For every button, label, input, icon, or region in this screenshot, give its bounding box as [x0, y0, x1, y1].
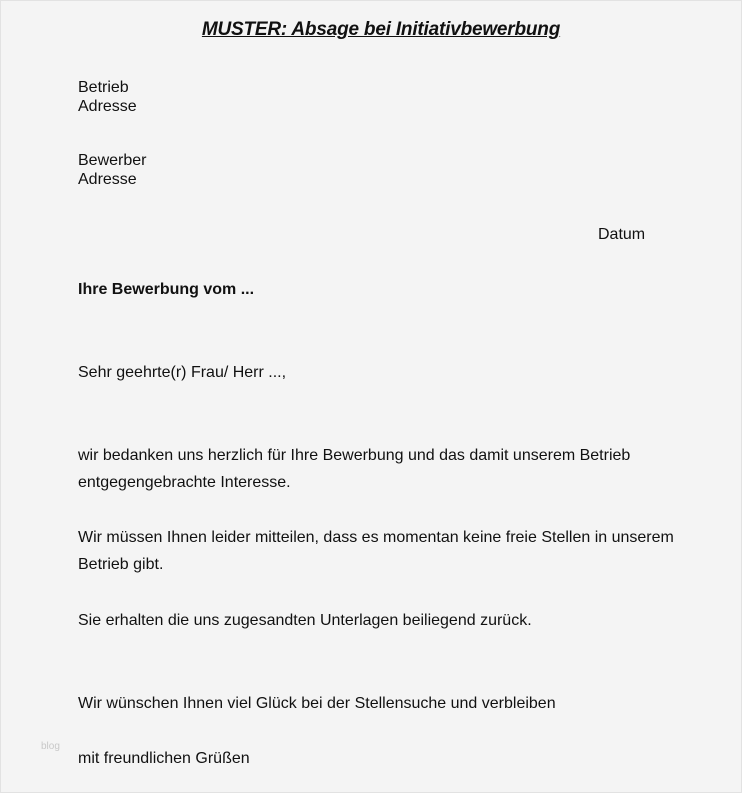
watermark-text: blog — [41, 741, 60, 752]
closing-text: mit freundlichen Grüßen — [78, 750, 250, 767]
paragraph-thanks-line-1: wir bedanken uns herzlich für Ihre Bewerbung und das damit unserem Betrieb — [78, 447, 631, 464]
salutation: Sehr geehrte(r) Frau/ Herr ..., — [78, 364, 287, 381]
letter-date: Datum — [598, 226, 646, 243]
paragraph-info — [78, 524, 698, 578]
letter-subject: Ihre Bewerbung vom ... — [78, 281, 255, 298]
paragraph-wishes — [78, 690, 698, 717]
paragraph-info-line-1: Wir müssen Ihnen leider mitteilen, dass es momentan keine freie Stellen in unserem — [78, 529, 674, 546]
paragraph-thanks — [78, 442, 698, 496]
paragraph-return-line: Sie erhalten die uns zugesandten Unterlagen beiliegend zurück. — [78, 612, 532, 629]
paragraph-thanks-line-2: entgegengebrachte Interesse. — [78, 474, 291, 491]
company-address: Adresse — [78, 98, 137, 115]
applicant-address: Adresse — [78, 171, 137, 188]
paragraph-return — [78, 607, 698, 634]
document-title: MUSTER: Absage bei Initiativbewerbung — [201, 19, 561, 40]
paragraph-wishes-line: Wir wünschen Ihnen viel Glück bei der Stellensuche und verbleiben — [78, 695, 556, 712]
company-name: Betrieb — [78, 79, 129, 96]
applicant-address-block — [78, 151, 146, 189]
company-address-block — [78, 78, 137, 116]
paragraph-info-line-2: Betrieb gibt. — [78, 556, 164, 573]
closing-line — [78, 745, 698, 772]
applicant-name: Bewerber — [78, 152, 147, 169]
